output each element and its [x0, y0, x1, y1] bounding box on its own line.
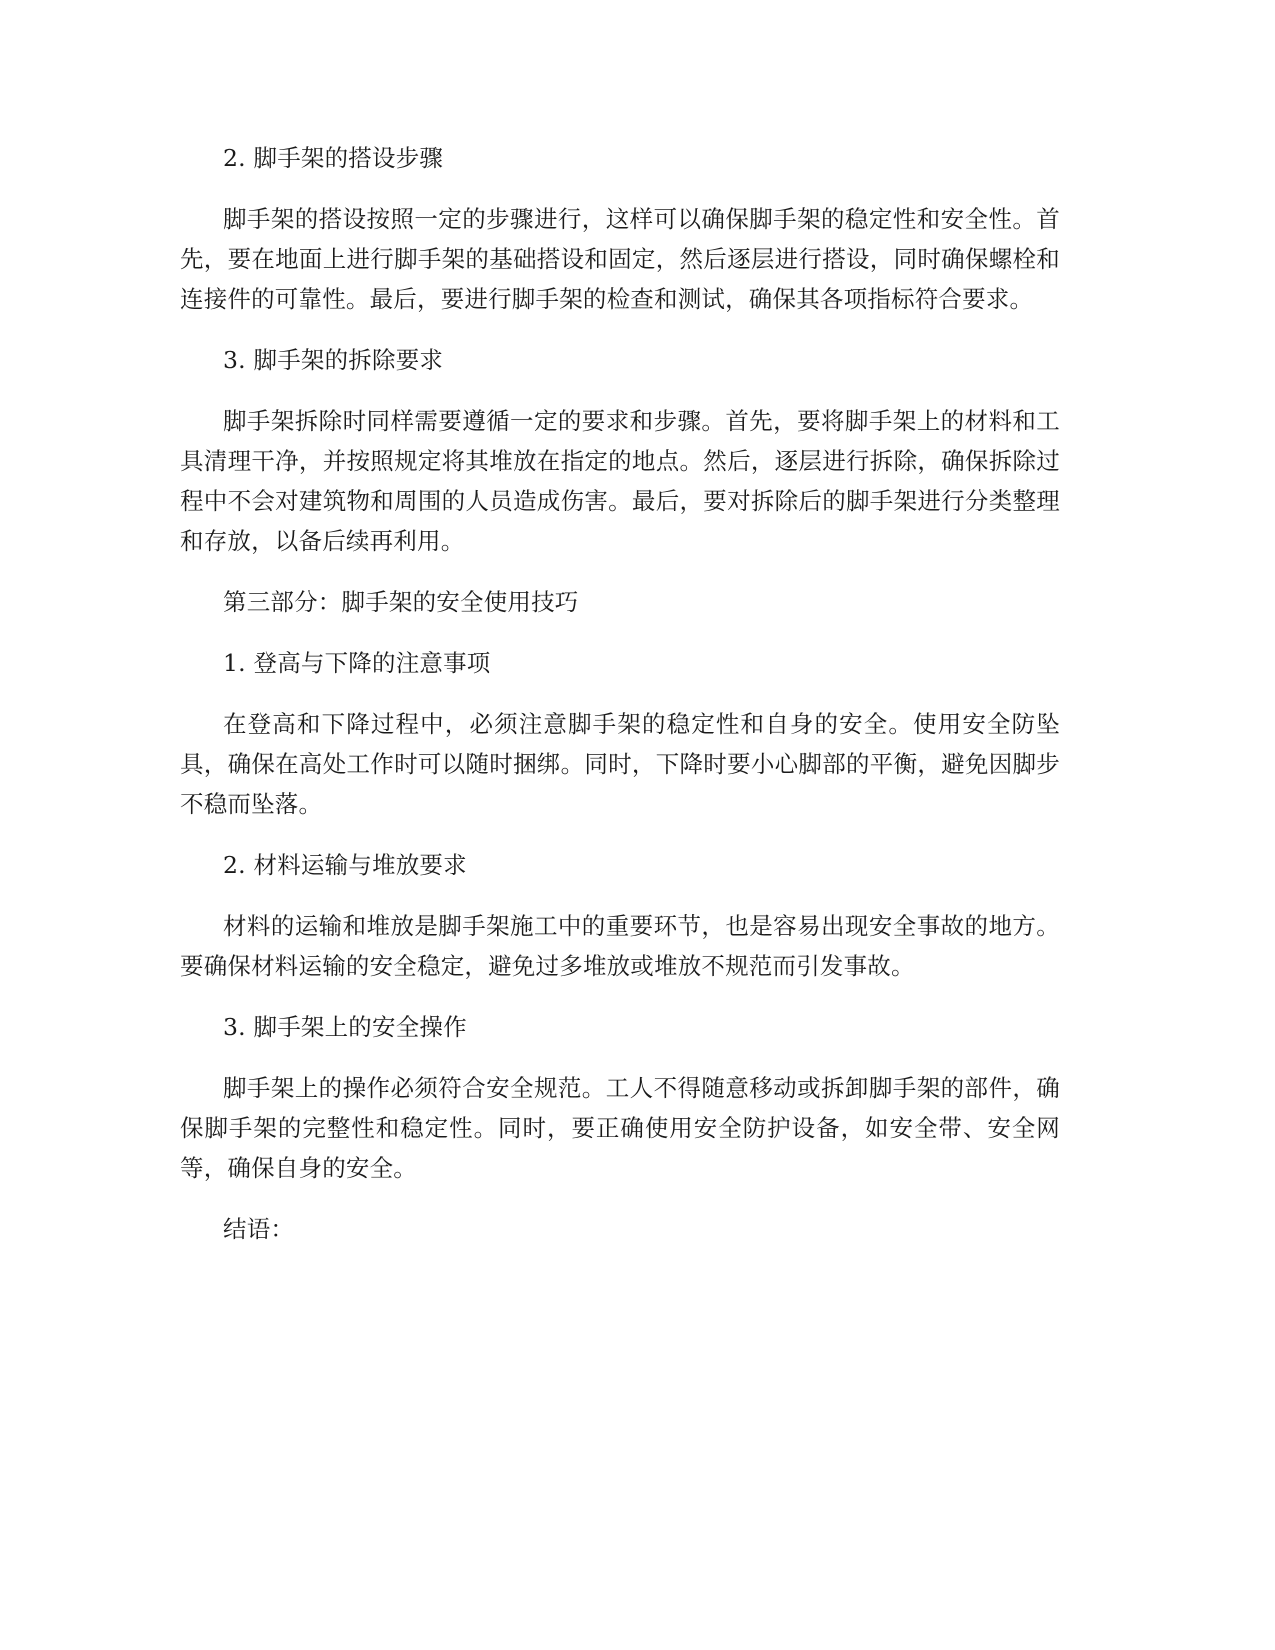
- section-heading-safe-operation: 3. 脚手架上的安全操作: [223, 1013, 467, 1041]
- section-heading-material-transport: 2. 材料运输与堆放要求: [223, 851, 467, 879]
- document-page: [180, 138, 1060, 1270]
- conclusion-heading: 结语：: [223, 1215, 295, 1243]
- paragraph-climbing-descending: 在登高和下降过程中，必须注意脚手架的稳定性和自身的安全。使用安全防坠具，确保在高处工作时可以随时捆绑。同时，下降时要小心脚部的平衡，避免因脚步不稳而坠落。: [180, 710, 1060, 818]
- section-heading-climbing-descending: 1. 登高与下降的注意事项: [223, 649, 491, 677]
- paragraph-dismantling-requirements: 脚手架拆除时同样需要遵循一定的要求和步骤。首先，要将脚手架上的材料和工具清理干净，并按照规定将其堆放在指定的地点。然后，逐层进行拆除，确保拆除过程中不会对建筑物和周围的人员造成伤害。最后，要对拆除后的脚手架进行分类整理和存放，以备后续再利用。: [180, 407, 1060, 555]
- paragraph-safe-operation: 脚手架上的操作必须符合安全规范。工人不得随意移动或拆卸脚手架的部件，确保脚手架的完整性和稳定性。同时，要正确使用安全防护设备，如安全带、安全网等，确保自身的安全。: [180, 1074, 1060, 1182]
- section-heading-scaffold-erection-steps: 2. 脚手架的搭设步骤: [223, 144, 444, 172]
- section-heading-dismantling-requirements: 3. 脚手架的拆除要求: [223, 346, 444, 374]
- paragraph-material-transport: 材料的运输和堆放是脚手架施工中的重要环节，也是容易出现安全事故的地方。要确保材料运输的安全稳定，避免过多堆放或堆放不规范而引发事故。: [180, 912, 1060, 980]
- paragraph-erection-steps: 脚手架的搭设按照一定的步骤进行，这样可以确保脚手架的稳定性和安全性。首先，要在地面上进行脚手架的基础搭设和固定，然后逐层进行搭设，同时确保螺栓和连接件的可靠性。最后，要进行脚手架的检查和测试，确保其各项指标符合要求。: [180, 205, 1060, 313]
- part-heading-safe-usage-tips: 第三部分：脚手架的安全使用技巧: [223, 588, 579, 616]
